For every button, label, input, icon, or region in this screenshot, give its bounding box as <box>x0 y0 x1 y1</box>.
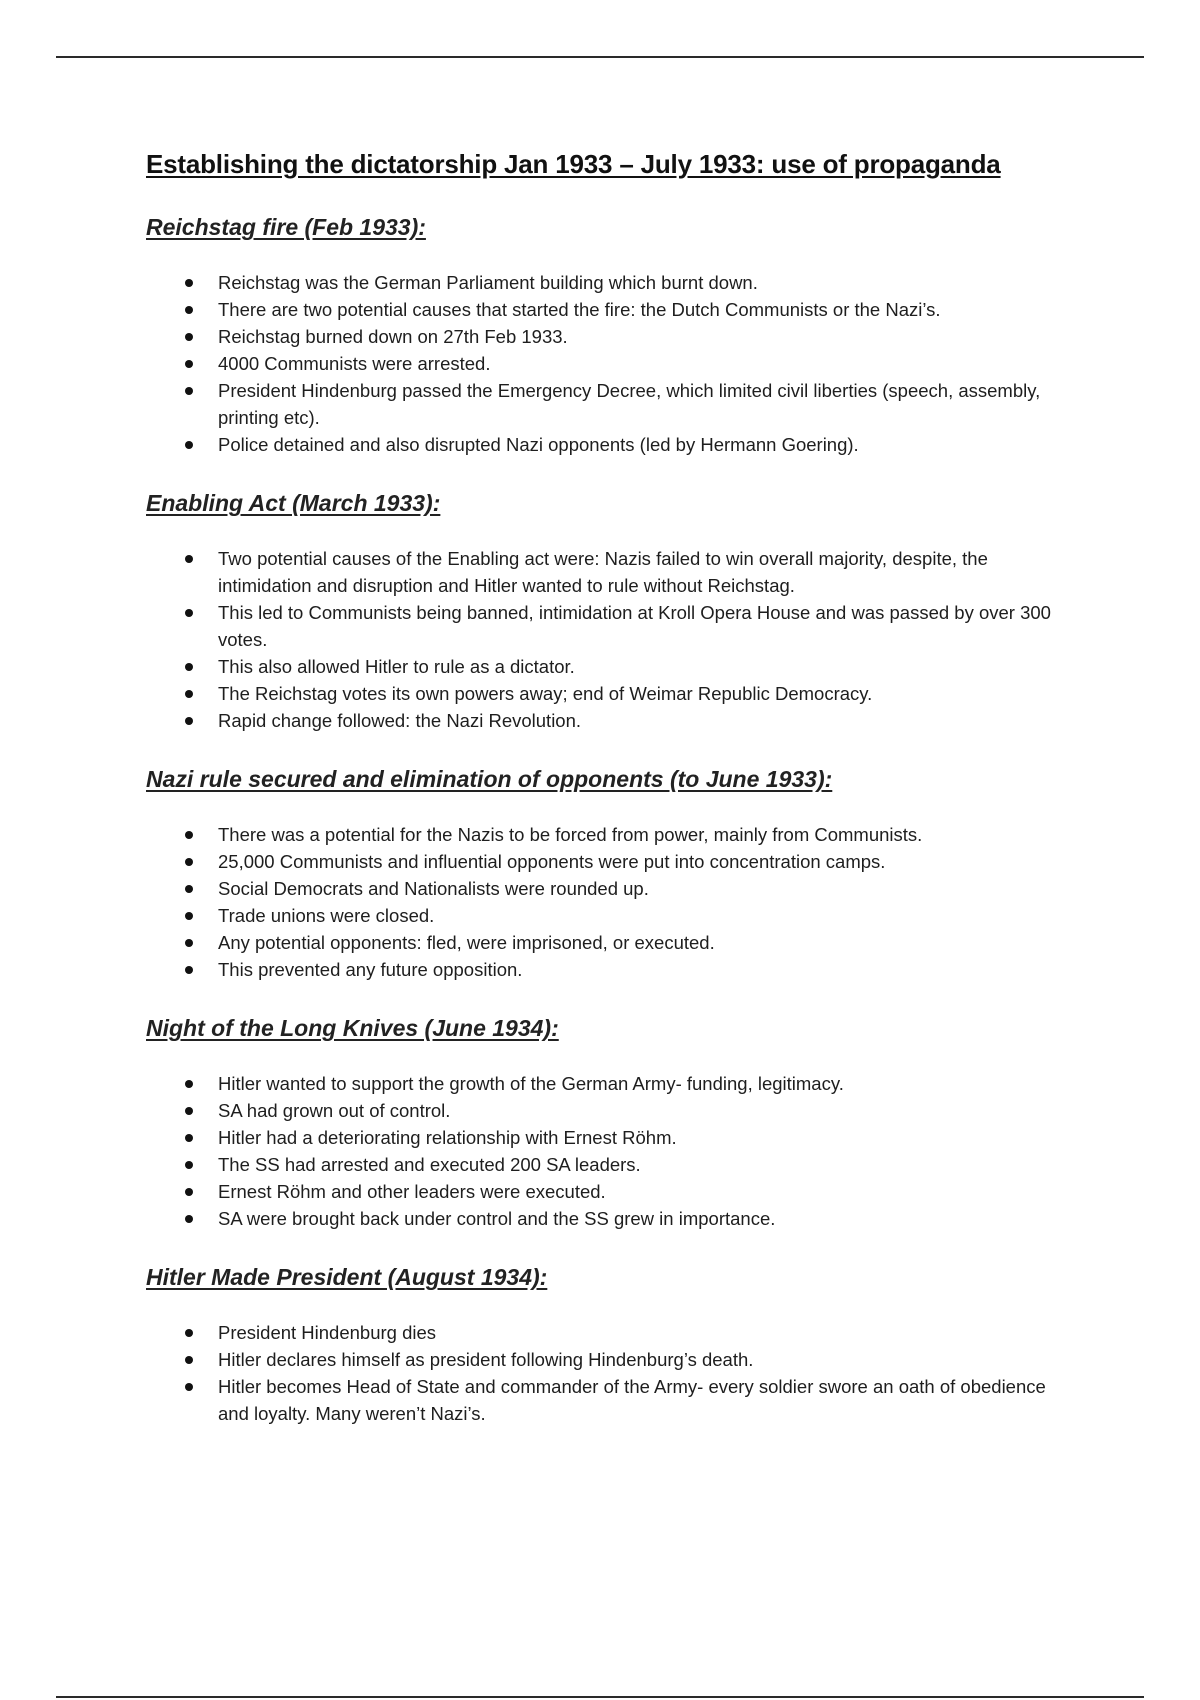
bullet-icon <box>185 1107 193 1115</box>
page-title: Establishing the dictatorship Jan 1933 – July 1933: use of propaganda <box>146 149 1001 179</box>
list-item-text: Two potential causes of the Enabling act were: Nazis failed to win overall majority, despite, the intimidation and disruption and Hitler wanted to rule without Reichstag. <box>218 548 988 596</box>
list-item <box>146 1205 1066 1232</box>
bullet-icon <box>185 912 193 920</box>
section-heading: Enabling Act (March 1933): <box>146 490 441 516</box>
list-item-text: Hitler becomes Head of State and commander of the Army- every soldier swore an oath of obedience and loyalty. Many weren’t Nazi’s. <box>218 1376 1046 1424</box>
section-enabling-act <box>146 488 1066 734</box>
list-item <box>146 1151 1066 1178</box>
list-item <box>146 929 1066 956</box>
bullet-icon <box>185 858 193 866</box>
section-nazi-rule-secured <box>146 764 1066 983</box>
list-item <box>146 350 1066 377</box>
list-item-text: Hitler wanted to support the growth of the German Army- funding, legitimacy. <box>218 1073 844 1094</box>
bullet-icon <box>185 555 193 563</box>
list-item <box>146 431 1066 458</box>
list-item <box>146 875 1066 902</box>
section-heading: Nazi rule secured and elimination of opponents (to June 1933): <box>146 766 833 792</box>
list-item-text: Any potential opponents: fled, were imprisoned, or executed. <box>218 932 715 953</box>
list-item <box>146 1346 1066 1373</box>
list-item-text: Hitler had a deteriorating relationship with Ernest Röhm. <box>218 1127 677 1148</box>
bullet-list <box>146 545 1066 734</box>
section-heading: Reichstag fire (Feb 1933): <box>146 214 426 240</box>
bullet-icon <box>185 1215 193 1223</box>
list-item <box>146 269 1066 296</box>
section-heading: Night of the Long Knives (June 1934): <box>146 1015 559 1041</box>
list-item <box>146 377 1066 431</box>
list-item-text: This prevented any future opposition. <box>218 959 523 980</box>
list-item-text: There was a potential for the Nazis to be forced from power, mainly from Communists. <box>218 824 923 845</box>
list-item <box>146 1178 1066 1205</box>
section-heading: Hitler Made President (August 1934): <box>146 1264 548 1290</box>
list-item <box>146 296 1066 323</box>
bullet-icon <box>185 1134 193 1142</box>
bullet-icon <box>185 1383 193 1391</box>
list-item-text: Reichstag burned down on 27th Feb 1933. <box>218 326 568 347</box>
bullet-icon <box>185 1080 193 1088</box>
bullet-icon <box>185 387 193 395</box>
list-item-text: President Hindenburg dies <box>218 1322 437 1343</box>
bullet-icon <box>185 717 193 725</box>
bullet-icon <box>185 1161 193 1169</box>
list-item-text: Police detained and also disrupted Nazi opponents (led by Hermann Goering). <box>218 434 859 455</box>
list-item <box>146 956 1066 983</box>
list-item-text: Ernest Röhm and other leaders were executed. <box>218 1181 606 1202</box>
bullet-icon <box>185 966 193 974</box>
section-hitler-made-president <box>146 1262 1066 1427</box>
bullet-icon <box>185 279 193 287</box>
bullet-list <box>146 821 1066 983</box>
list-item <box>146 545 1066 599</box>
list-item <box>146 1124 1066 1151</box>
list-item-text: SA were brought back under control and the SS grew in importance. <box>218 1208 776 1229</box>
list-item <box>146 653 1066 680</box>
list-item-text: Trade unions were closed. <box>218 905 435 926</box>
bullet-icon <box>185 690 193 698</box>
list-item-text: The SS had arrested and executed 200 SA leaders. <box>218 1154 641 1175</box>
list-item-text: Rapid change followed: the Nazi Revolution. <box>218 710 582 731</box>
list-item <box>146 1097 1066 1124</box>
bottom-rule <box>56 1696 1144 1698</box>
top-rule <box>56 56 1144 58</box>
list-item-text: Hitler declares himself as president following Hindenburg’s death. <box>218 1349 754 1370</box>
list-item <box>146 848 1066 875</box>
bullet-list <box>146 1319 1066 1427</box>
section-night-of-the-long-knives <box>146 1013 1066 1232</box>
bullet-icon <box>185 306 193 314</box>
list-item <box>146 599 1066 653</box>
list-item <box>146 680 1066 707</box>
bullet-icon <box>185 831 193 839</box>
list-item <box>146 323 1066 350</box>
section-reichstag-fire <box>146 212 1066 458</box>
list-item <box>146 707 1066 734</box>
bullet-icon <box>185 885 193 893</box>
list-item-text: SA had grown out of control. <box>218 1100 451 1121</box>
list-item-text: Social Democrats and Nationalists were rounded up. <box>218 878 649 899</box>
list-item-text: Reichstag was the German Parliament building which burnt down. <box>218 272 758 293</box>
list-item <box>146 1373 1066 1427</box>
list-item-text: 4000 Communists were arrested. <box>218 353 491 374</box>
bullet-icon <box>185 1329 193 1337</box>
bullet-icon <box>185 1356 193 1364</box>
list-item-text: 25,000 Communists and influential opponents were put into concentration camps. <box>218 851 886 872</box>
list-item-text: This also allowed Hitler to rule as a dictator. <box>218 656 575 677</box>
list-item-text: The Reichstag votes its own powers away; end of Weimar Republic Democracy. <box>218 683 873 704</box>
bullet-icon <box>185 663 193 671</box>
bullet-icon <box>185 939 193 947</box>
list-item-text: There are two potential causes that started the fire: the Dutch Communists or the Nazi’s. <box>218 299 941 320</box>
bullet-icon <box>185 441 193 449</box>
list-item <box>146 821 1066 848</box>
list-item <box>146 1319 1066 1346</box>
list-item <box>146 902 1066 929</box>
bullet-list <box>146 269 1066 458</box>
document-body <box>146 146 1066 1427</box>
list-item-text: This led to Communists being banned, intimidation at Kroll Opera House and was passed by over 300 votes. <box>218 602 1051 650</box>
bullet-icon <box>185 609 193 617</box>
bullet-icon <box>185 333 193 341</box>
bullet-icon <box>185 1188 193 1196</box>
bullet-icon <box>185 360 193 368</box>
list-item <box>146 1070 1066 1097</box>
list-item-text: President Hindenburg passed the Emergency Decree, which limited civil liberties (speech, assembly, printing etc). <box>218 380 1041 428</box>
bullet-list <box>146 1070 1066 1232</box>
